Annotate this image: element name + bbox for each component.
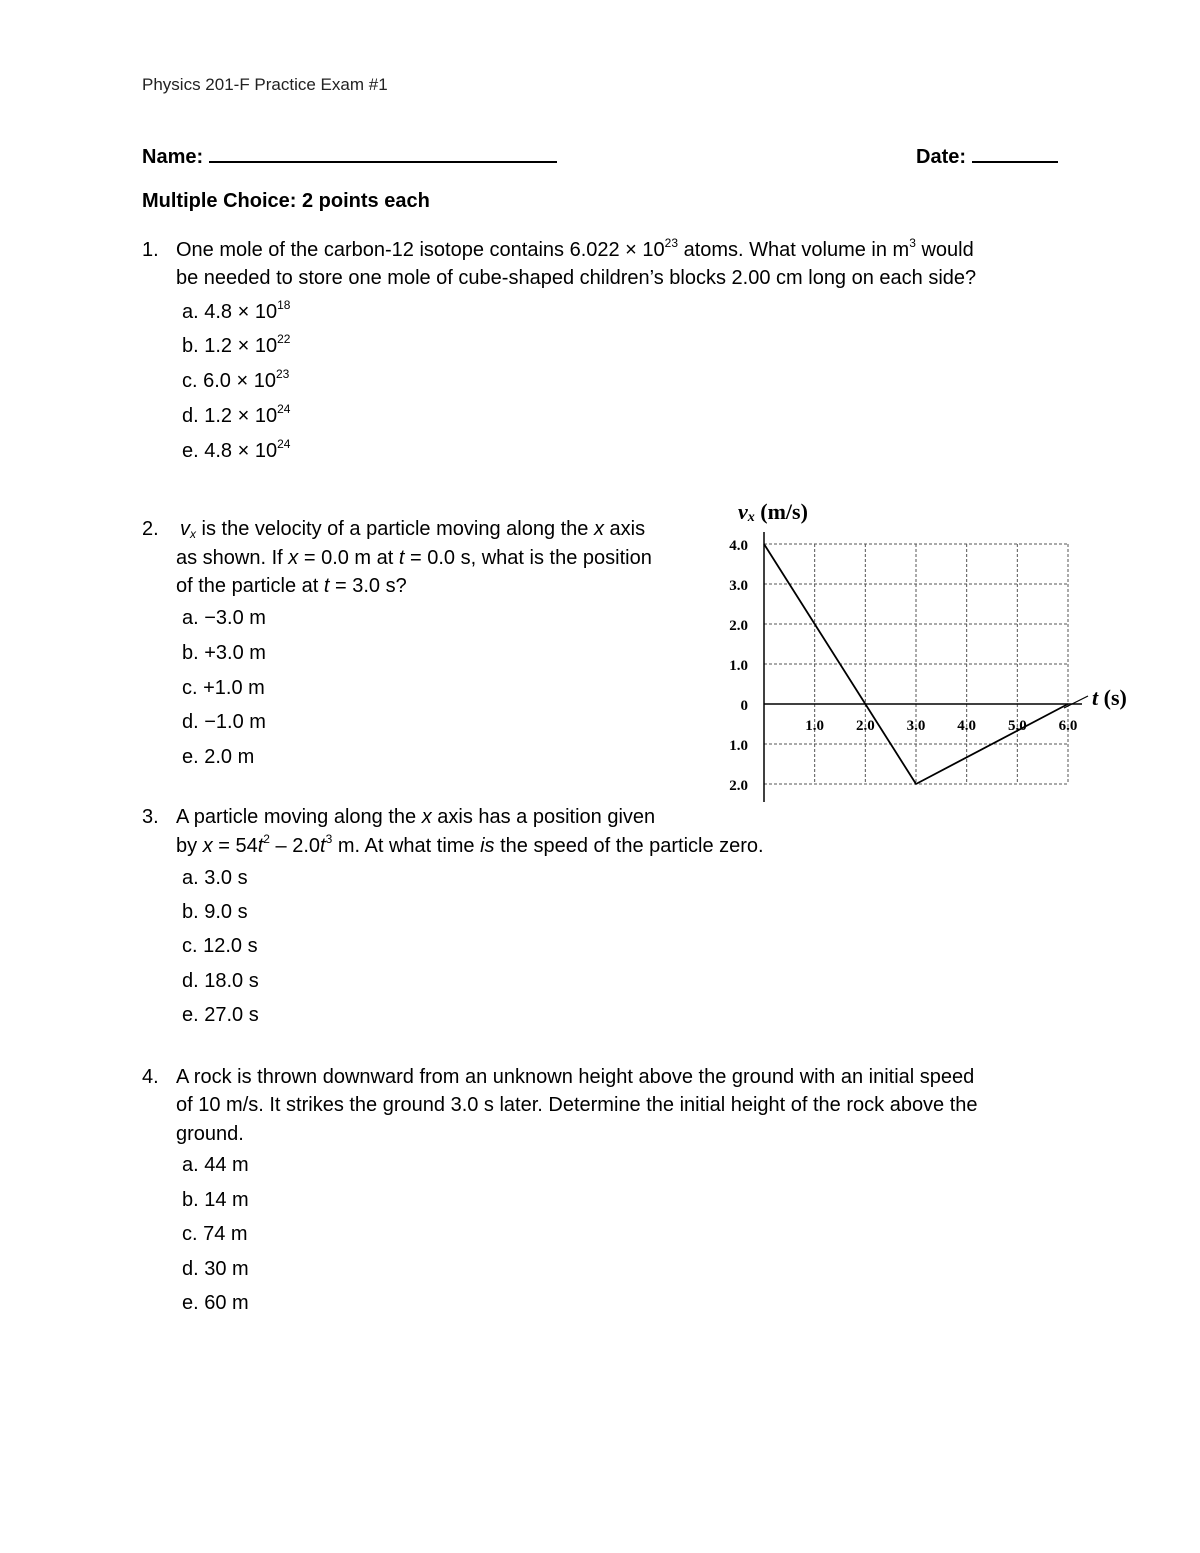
option-e[interactable]: e. 60 m: [182, 1292, 249, 1314]
option-e[interactable]: e. 27.0 s: [182, 1004, 259, 1026]
option-d[interactable]: d. 18.0 s: [182, 970, 259, 992]
name-blank[interactable]: [209, 143, 557, 163]
question-number: 2.: [142, 518, 159, 540]
option-d[interactable]: d. $1.2 \times 10^{24}$: [182, 402, 291, 427]
y-tick-label: 2.0: [729, 618, 748, 634]
question-number: 1.: [142, 239, 159, 261]
option-c[interactable]: c. 74 m: [182, 1223, 248, 1245]
option-d[interactable]: d. −1.0 m: [182, 711, 266, 733]
y-tick-label: 2.0: [729, 778, 748, 794]
option-b[interactable]: b. $1.2 \times 10^{22}$: [182, 332, 291, 357]
date-field[interactable]: [916, 143, 1058, 169]
option-e[interactable]: e. $4.8 \times 10^{24}$: [182, 437, 291, 462]
y-tick-label: 0: [740, 698, 748, 714]
option-b[interactable]: b. 14 m: [182, 1189, 249, 1211]
y-tick-label: 1.0: [729, 738, 748, 754]
velocity-time-graph: [700, 490, 1150, 810]
x-tick-label: 5.0: [1007, 718, 1027, 734]
x-axis-label: t (s): [1092, 685, 1127, 710]
graph-tick-labels: [729, 538, 1077, 794]
y-tick-label: 3.0: [729, 578, 748, 594]
y-tick-label: 1.0: [729, 658, 748, 674]
option-b[interactable]: b. 9.0 s: [182, 901, 248, 923]
question-number: 3.: [142, 806, 159, 828]
x-tick-label: 1.0: [805, 718, 825, 734]
date-blank[interactable]: [972, 143, 1058, 163]
x-tick-label: 2.0: [855, 718, 875, 734]
option-c[interactable]: c. +1.0 m: [182, 677, 265, 699]
x-tick-label: 4.0: [957, 718, 977, 734]
graph-grid: [764, 544, 1068, 784]
question-2-line-1: $v_x$ is the velocity of a particle moving along the x axis: [180, 518, 646, 541]
document-header: Physics 201-F Practice Exam #1: [142, 75, 388, 94]
question-3-line-1: A particle moving along the x axis has a position given: [176, 806, 656, 828]
option-d[interactable]: d. 30 m: [182, 1258, 249, 1280]
name-field[interactable]: [142, 143, 557, 169]
question-1-line-2: be needed to store one mole of cube-shaped children’s blocks 2.00 cm long on each side?: [176, 267, 977, 289]
question-1-line-1: One mole of the carbon-12 isotope contains $6.022 \times 10^{23}$ atoms. What volume in $m^3$ would: [176, 236, 974, 261]
graph-axes: [764, 532, 1082, 802]
option-a[interactable]: a. −3.0 m: [182, 607, 266, 629]
option-c[interactable]: c. 12.0 s: [182, 935, 258, 957]
question-4-line-3: ground.: [176, 1123, 244, 1145]
y-axis-label: vx (m/s): [738, 499, 808, 525]
y-tick-label: 4.0: [729, 538, 748, 554]
option-a[interactable]: a. $4.8 \times 10^{18}$: [182, 298, 291, 323]
option-a[interactable]: a. 44 m: [182, 1154, 249, 1176]
option-c[interactable]: c. $6.0 \times 10^{23}$: [182, 367, 290, 392]
name-label: Name:: [142, 146, 204, 168]
option-e[interactable]: e. 2.0 m: [182, 746, 255, 768]
question-2-line-2: as shown. If x = 0.0 m at t = 0.0 s, what is the position: [176, 547, 652, 569]
x-tick-label: 3.0: [906, 718, 926, 734]
question-3-line-2: by $x = 54t^2 - 2.0t^3$ m. At what time is the speed of the particle zero.: [176, 832, 764, 857]
date-label: Date:: [916, 146, 967, 168]
option-a[interactable]: a. 3.0 s: [182, 867, 248, 889]
question-2-line-3: of the particle at t = 3.0 s?: [176, 575, 407, 597]
x-tick-label: 6.0: [1058, 718, 1078, 734]
question-4-line-2: of 10 m/s. It strikes the ground 3.0 s later. Determine the initial height of the rock above the: [176, 1094, 978, 1116]
question-4-line-1: A rock is thrown downward from an unknown height above the ground with an initial speed: [176, 1066, 975, 1088]
option-b[interactable]: b. +3.0 m: [182, 642, 266, 664]
question-number: 4.: [142, 1066, 159, 1088]
section-title: Multiple Choice: 2 points each: [142, 190, 430, 212]
